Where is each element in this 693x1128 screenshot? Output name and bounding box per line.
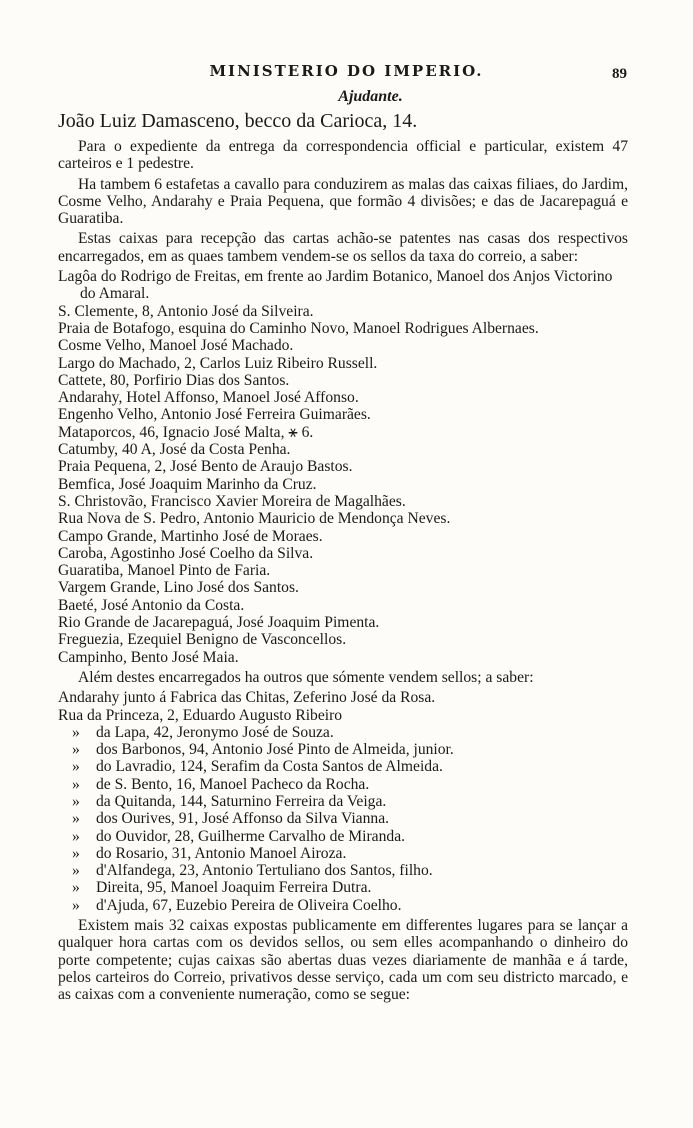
ditto-mark: » [72,758,80,776]
agent-entry: Caroba, Agostinho José Coelho da Silva. [58,544,314,562]
agent-entry: Rua Nova de S. Pedro, Antonio Mauricio de Mendonça Neves. [58,510,451,528]
ditto-mark: » [72,775,80,793]
agent-entry: Mataporcos, 46, Ignacio José Malta, ⚹ 6. [58,423,314,441]
paragraph-estafetas: Ha tambem 6 estafetas a cavallo para conduzirem as malas das caixas filiaes, do Jardim, Cosme Velho, Andarahy e Praia Pequena, que formão 4 divisões; e das de Jacarepaguá e Guaratiba. [58,175,628,228]
agent-entry: Engenho Velho, Antonio José Ferreira Guimarães. [58,406,371,424]
seller-ditto-line [58,741,628,758]
ditto-mark: » [72,741,80,759]
seller-line: Rua da Princeza, 2, Eduardo Augusto Ribeiro [58,706,343,724]
seller-ditto-line [58,879,628,896]
agent-entry: Lagôa do Rodrigo de Freitas, em frente ao Jardim Botanico, Manoel dos Anjos Victorino do Amaral. [58,268,613,303]
seller-ditto-line [58,793,628,810]
ditto-mark: » [72,827,80,845]
author-line: João Luiz Damasceno, becco da Carioca, 14. [58,110,418,132]
seller-ditto-text: do Lavradio, 124, Serafim da Costa Santos de Almeida. [96,758,443,776]
seller-ditto-line [58,897,628,914]
ditto-mark: » [72,879,80,897]
agent-entry: Campinho, Bento José Maia. [58,648,239,666]
running-header: MINISTERIO DO IMPERIO. [209,62,484,80]
agent-entry: Vargem Grande, Lino José dos Santos. [58,579,299,597]
ditto-mark: » [72,792,80,810]
seller-ditto-text: dos Ourives, 91, José Affonso da Silva Vianna. [96,810,390,828]
seller-ditto-line [58,828,628,845]
ditto-mark: » [72,896,80,914]
seller-ditto-text: d'Ajuda, 67, Euzebio Pereira de Oliveira Coelho. [96,896,402,914]
seller-ditto-line [58,758,628,775]
agent-entry: Cosme Velho, Manoel José Machado. [58,337,294,355]
agent-entry: Largo do Machado, 2, Carlos Luiz Ribeiro Russell. [58,354,378,372]
ditto-mark: » [72,810,80,828]
agent-entry: Campo Grande, Martinho José de Moraes. [58,527,323,545]
ditto-mark: » [72,862,80,880]
sellers-ditto-list [58,724,628,914]
agent-entry: Praia Pequena, 2, José Bento de Araujo Bastos. [58,458,353,476]
seller-ditto-line [58,776,628,793]
seller-ditto-text: da Quitanda, 144, Saturnino Ferreira da Veiga. [96,792,387,810]
agent-entry: Rio Grande de Jacarepaguá, José Joaquim Pimenta. [58,614,380,632]
seller-ditto-text: de S. Bento, 16, Manoel Pacheco da Rocha. [96,775,370,793]
body-text [58,138,628,1007]
ditto-mark: » [72,844,80,862]
seller-ditto-text: do Rosario, 31, Antonio Manoel Airoza. [96,844,347,862]
seller-ditto-line [58,810,628,827]
agent-entry: Bemfica, José Joaquim Marinho da Cruz. [58,475,317,493]
seller-line: Andarahy junto á Fabrica das Chitas, Zeferino José da Rosa. [58,689,436,707]
ditto-mark: » [72,723,80,741]
seller-ditto-text: da Lapa, 42, Jeronymo José de Souza. [96,723,334,741]
seller-ditto-text: dos Barbonos, 94, Antonio José Pinto de Almeida, junior. [96,741,454,759]
agent-entry: S. Christovão, Francisco Xavier Moreira de Magalhães. [58,492,406,510]
seller-ditto-text: do Ouvidor, 28, Guilherme Carvalho de Miranda. [96,827,406,845]
paragraph-public-boxes: Existem mais 32 caixas expostas publicamente em differentes lugares para se lançar a qualquer hora cartas com os devidos sellos, ou sem elles acompanhando o dinheiro do porte competente; cujas caixas são abertas duas vezes diariamente de manhãa e á tarde, pelos carteiros do Correio, privativos desse serviço, cada um com seu districto marcado, e as caixas com a conveniente numeração, como se segue: [58,917,628,1004]
agent-entry: Cattete, 80, Porfirio Dias dos Santos. [58,371,290,389]
agent-entry: Freguezia, Ezequiel Benigno de Vasconcellos. [58,631,347,649]
agent-entry: Catumby, 40 A, José da Costa Penha. [58,441,291,459]
agents-list [58,268,628,666]
paragraph-caixas: Estas caixas para recepção das cartas achão-se patentes nas casas dos respectivos encarregados, em as quaes tambem vendem-se os sellos da taxa do correio, a saber: [58,230,628,265]
agent-entry: Praia de Botafogo, esquina do Caminho Novo, Manoel Rodrigues Albernaes. [58,319,539,337]
seller-ditto-line [58,862,628,879]
seller-ditto-line [58,845,628,862]
agent-entry: Baeté, José Antonio da Costa. [58,596,245,614]
paragraph-sellers-intro: Além destes encarregados ha outros que sómente vendem sellos; a saber: [78,668,534,686]
section-subtitle: Ajudante. [338,88,403,105]
seller-ditto-line [58,724,628,741]
seller-ditto-text: Direita, 95, Manoel Joaquim Ferreira Dutra. [96,879,372,897]
agent-entry: Andarahy, Hotel Affonso, Manoel José Affonso. [58,389,359,407]
page-number: 89 [612,66,627,82]
seller-ditto-text: d'Alfandega, 23, Antonio Tertuliano dos Santos, filho. [96,862,433,880]
agent-entry: Guaratiba, Manoel Pinto de Faria. [58,562,271,580]
agent-entry: S. Clemente, 8, Antonio José da Silveira. [58,302,314,320]
paragraph-carteiros: Para o expediente da entrega da correspondencia official e particular, existem 47 carteiros e 1 pedestre. [58,138,628,173]
